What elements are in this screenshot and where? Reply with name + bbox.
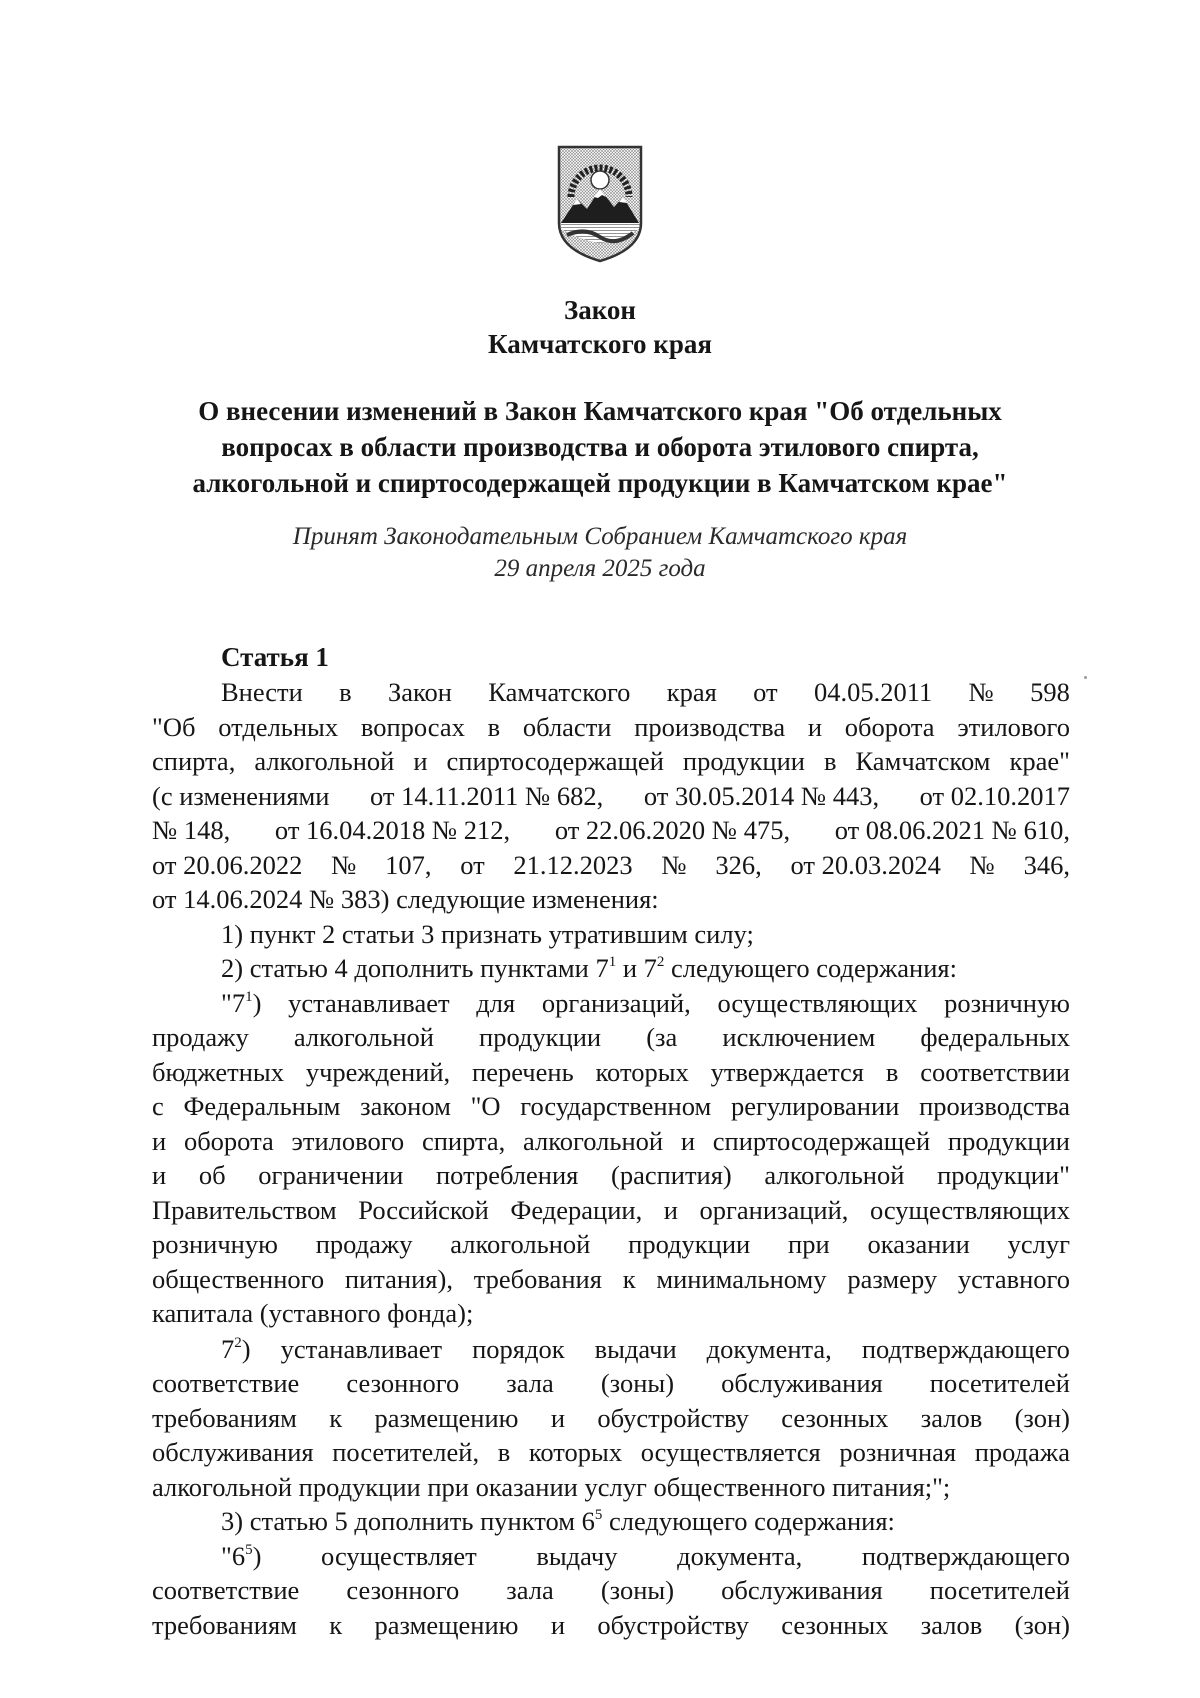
word: сезонного: [346, 1368, 460, 1398]
word: посетителей: [929, 1575, 1070, 1605]
word: продукции": [937, 1160, 1070, 1190]
article-line: [152, 882, 1070, 917]
word: от 14.11.2011 № 682,: [370, 780, 604, 811]
word: залов: [920, 1402, 983, 1433]
word: 326,: [715, 849, 762, 880]
word: "$7^1$): [221, 987, 262, 1018]
word: в: [885, 1056, 899, 1087]
word: продукции: [479, 1022, 602, 1052]
word: Внести: [221, 677, 303, 707]
word: соответствие: [152, 1575, 300, 1605]
word: сезонного: [346, 1575, 460, 1605]
word: продукции: [947, 1125, 1070, 1156]
article-line: [152, 1020, 1070, 1055]
article-line: [152, 1296, 1070, 1331]
superscript: 5: [594, 1507, 603, 1523]
superscript: 1: [608, 954, 617, 970]
word: и: [413, 746, 428, 776]
word: (зоны): [600, 1575, 675, 1605]
word: розничную: [944, 987, 1070, 1018]
word: посетителей,: [332, 1437, 480, 1467]
article-line: [152, 917, 1070, 952]
law-title-line: Камчатского края: [488, 329, 712, 359]
adoption-body: Принят Законодательным Собранием Камчатского края: [292, 523, 908, 550]
word: №: [969, 849, 995, 880]
word: соответствие: [152, 1368, 300, 1398]
word: которых: [595, 1056, 689, 1087]
article-line: [152, 1262, 1070, 1297]
word: продукции: [682, 746, 805, 776]
word: обслуживания: [721, 1368, 883, 1398]
word: требования: [473, 1263, 602, 1294]
word: общественного: [152, 1263, 325, 1294]
word: осуществляющих: [717, 987, 918, 1018]
word: оборота: [183, 1125, 274, 1156]
article-line: [152, 951, 1070, 986]
word: государственном: [520, 1091, 712, 1121]
word: "О: [470, 1091, 501, 1121]
word: оборота: [844, 711, 935, 742]
article-line-text: 3) статью 5 дополнить пунктом $6^5$ следующего содержания:: [221, 1506, 895, 1536]
article-line: [152, 1539, 1070, 1574]
word: от 08.06.2021 № 610,: [834, 815, 1070, 845]
word: документа,: [677, 1540, 803, 1571]
article-line: [152, 1332, 1070, 1367]
word: регулировании: [730, 1091, 900, 1121]
article-line: [152, 1470, 1070, 1505]
article-line: [152, 710, 1070, 745]
word: потребления: [435, 1160, 579, 1190]
word: осуществляет: [321, 1540, 477, 1571]
word: 598: [1030, 677, 1070, 707]
article-line: [152, 1124, 1070, 1159]
word: 346,: [1023, 849, 1070, 880]
word: сезонных: [781, 1402, 889, 1433]
word: осуществляющих: [869, 1194, 1070, 1225]
word: требованиям: [152, 1402, 297, 1433]
word: осуществляется: [640, 1437, 821, 1467]
article-line: [152, 1504, 1070, 1539]
word: минимальному: [656, 1263, 827, 1294]
word: услуг: [1007, 1229, 1070, 1259]
word: алкогольной: [764, 1160, 905, 1190]
word: требованиям: [152, 1609, 297, 1640]
coat-of-arms-graphic: [557, 145, 643, 263]
article-heading: Статья 1: [221, 642, 329, 672]
word: 04.05.2011: [813, 677, 933, 707]
word: в: [823, 746, 837, 776]
article-line: [152, 1158, 1070, 1193]
word: обустройству: [597, 1609, 749, 1640]
word: перечень: [472, 1056, 574, 1087]
article-line: [152, 1608, 1070, 1643]
word: питания),: [344, 1263, 453, 1294]
word: от 16.04.2018 № 212,: [274, 815, 511, 845]
word: об: [198, 1160, 226, 1190]
word: спиртосодержащей: [446, 746, 664, 776]
word: порядок: [472, 1333, 565, 1364]
word: уставного: [957, 1263, 1070, 1294]
adoption-note: [0, 521, 1200, 585]
word: размеру: [847, 1263, 938, 1294]
word: 107,: [385, 849, 432, 880]
article-line: [152, 1573, 1070, 1608]
article-line: [152, 1089, 1070, 1124]
word: Российской: [358, 1194, 489, 1225]
word: выдачу: [536, 1540, 618, 1571]
word: соответствии: [920, 1056, 1070, 1087]
word: №: [331, 849, 357, 880]
word: и: [550, 1402, 566, 1433]
law-subject-heading: [0, 393, 1200, 501]
superscript: 1: [245, 988, 253, 1005]
word: Камчатского: [488, 677, 631, 707]
word: от 20.03.2024: [790, 849, 941, 880]
article-line-text: от 14.06.2024 № 383) следующие изменения:: [152, 884, 659, 914]
word: спирта,: [421, 1125, 506, 1156]
word: крае": [1009, 746, 1070, 776]
word: организаций,: [541, 987, 691, 1018]
word: продукции: [628, 1229, 751, 1259]
word: продажу: [315, 1229, 413, 1259]
word: продажу: [152, 1022, 249, 1052]
word: к: [622, 1263, 636, 1294]
article-line-text: 1) пункт 2 статьи 3 признать утратившим силу;: [221, 918, 754, 949]
word: (зоны): [600, 1368, 675, 1398]
adoption-date: 29 апреля 2025 года: [494, 555, 706, 582]
word: области: [522, 711, 612, 742]
word: ограничении: [258, 1160, 404, 1190]
superscript: 5: [245, 1541, 253, 1558]
word: документа,: [706, 1333, 832, 1364]
word: федеральных: [920, 1022, 1070, 1052]
word: и: [663, 1194, 678, 1225]
word: к: [329, 1609, 343, 1640]
word: Закон: [387, 677, 452, 707]
word: вопросах: [360, 711, 465, 742]
word: спиртосодержащей: [712, 1125, 931, 1156]
word: в: [497, 1437, 511, 1467]
superscript: 2: [234, 1334, 242, 1351]
word: в: [487, 711, 501, 742]
word: алкогольной: [523, 1125, 664, 1156]
kamchatka-coat-of-arms-icon: [557, 145, 643, 263]
word: размещению: [374, 1609, 519, 1640]
word: №: [968, 677, 994, 707]
law-subject-line: алкогольной и спиртосодержащей продукции в Камчатском крае": [192, 468, 1008, 498]
word: от: [460, 849, 485, 880]
word: от: [753, 677, 778, 707]
word: продажа: [974, 1437, 1070, 1467]
word: размещению: [374, 1402, 519, 1433]
word: оказании: [867, 1229, 970, 1259]
word: устанавливает: [288, 987, 450, 1018]
word: выдачи: [594, 1333, 677, 1364]
word: законом: [360, 1091, 451, 1121]
word: (зон): [1014, 1402, 1070, 1433]
word: исключением: [722, 1022, 876, 1052]
word: обслуживания: [152, 1437, 314, 1467]
word: обслуживания: [721, 1575, 883, 1605]
word: и: [680, 1125, 696, 1156]
word: (за: [646, 1022, 678, 1052]
word: алкогольной: [254, 746, 395, 776]
law-subject-line: О внесении изменений в Закон Камчатского края "Об отдельных: [198, 396, 1002, 426]
word: и: [550, 1609, 566, 1640]
scan-artifact: [1084, 676, 1087, 679]
word: 21.12.2023: [513, 849, 633, 880]
article-line: [152, 1366, 1070, 1401]
word: Федеральным: [183, 1091, 341, 1121]
article-line: [152, 1193, 1070, 1228]
word: края: [666, 677, 717, 707]
article-line: [152, 813, 1070, 848]
word: для: [476, 987, 516, 1018]
article-line: [152, 848, 1070, 883]
word: Федерации,: [510, 1194, 643, 1225]
word: "Об: [152, 711, 196, 742]
word: подтверждающего: [861, 1540, 1070, 1571]
word: зала: [506, 1368, 554, 1398]
law-title-line: Закон: [563, 295, 636, 325]
word: спирта,: [152, 746, 236, 776]
word: отдельных: [218, 711, 339, 742]
article-line-text: алкогольной продукции при оказании услуг общественного питания;";: [152, 1471, 951, 1502]
word: алкогольной: [293, 1022, 434, 1052]
word: $7^2$): [221, 1333, 251, 1364]
article-line: [152, 1401, 1070, 1436]
word: от 30.05.2014 № 443,: [643, 780, 880, 811]
word: учреждений,: [305, 1056, 451, 1087]
superscript: 2: [656, 954, 665, 970]
article-body: [152, 675, 1070, 1642]
article-line: [152, 1055, 1070, 1090]
word: подтверждающего: [861, 1333, 1070, 1364]
article-line: [152, 744, 1070, 779]
word: №: [661, 849, 687, 880]
word: (с изменениями: [152, 780, 330, 811]
word: от 20.06.2022: [152, 849, 303, 880]
law-subject-line: вопросах в области производства и оборота этилового спирта,: [221, 432, 979, 462]
word: к: [329, 1402, 343, 1433]
word: производства: [634, 711, 786, 742]
word: в: [339, 677, 352, 707]
article-line: [152, 986, 1070, 1021]
word: этилового: [957, 711, 1070, 742]
word: "$6^5$): [221, 1540, 262, 1571]
word: (распития): [611, 1160, 732, 1190]
word: организаций,: [699, 1194, 849, 1225]
article-line-text: капитала (уставного фонда);: [152, 1298, 474, 1328]
word: от 02.10.2017: [919, 780, 1070, 811]
word: с: [152, 1091, 164, 1121]
article-line: [152, 675, 1070, 710]
article-line: [152, 779, 1070, 814]
article-line: [152, 1227, 1070, 1262]
word: бюджетных: [152, 1056, 284, 1087]
word: залов: [920, 1609, 983, 1640]
word: производства: [919, 1091, 1070, 1121]
word: алкогольной: [450, 1229, 591, 1259]
word: утверждается: [710, 1056, 864, 1087]
article-line: [152, 1435, 1070, 1470]
word: сезонных: [781, 1609, 889, 1640]
article-line-text: 2) статью 4 дополнить пунктами $7^1$ и $7^2$ следующего содержания:: [221, 953, 957, 983]
word: и: [152, 1125, 167, 1156]
word: этилового: [291, 1125, 405, 1156]
word: Камчатском: [855, 746, 991, 776]
word: при: [788, 1229, 830, 1259]
word: (зон): [1014, 1609, 1070, 1640]
word: розничную: [152, 1229, 278, 1259]
word: № 148,: [152, 815, 231, 845]
word: розничная: [839, 1437, 957, 1467]
word: обустройству: [597, 1402, 749, 1433]
word: посетителей: [929, 1368, 1070, 1398]
word: которых: [528, 1437, 623, 1467]
law-title: [0, 293, 1200, 361]
word: устанавливает: [280, 1333, 443, 1364]
word: и: [807, 711, 823, 742]
word: зала: [506, 1575, 554, 1605]
word: и: [152, 1160, 167, 1190]
word: от 22.06.2020 № 475,: [554, 815, 791, 845]
word: Правительством: [152, 1194, 337, 1225]
